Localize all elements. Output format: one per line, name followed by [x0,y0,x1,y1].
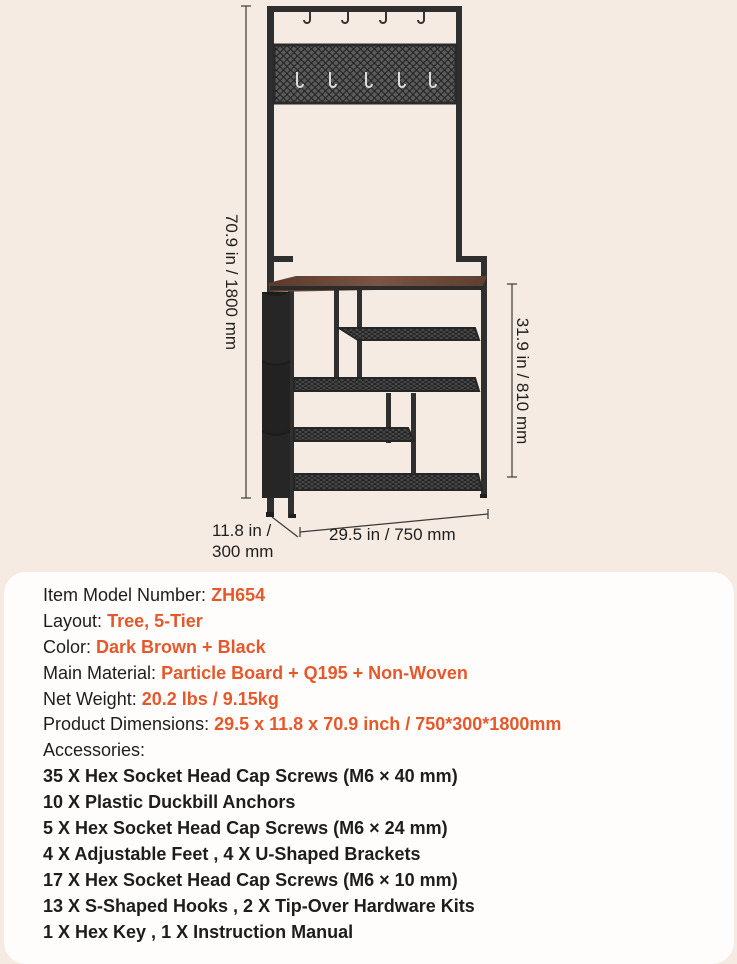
spec-product-dimensions [43,712,561,738]
top-hooks [304,12,424,23]
spec-material [43,661,561,687]
spec-value: Particle Board + Q195 + Non-Woven [161,662,468,683]
spec-label: Layout: [43,610,103,631]
depth-line-2: 300 mm [212,542,274,561]
spec-label: Net Weight: [43,688,137,709]
accessory-item: 5 X Hex Socket Head Cap Screws (M6 × 24 mm) [43,818,448,839]
spec-label: Main Material: [43,662,157,683]
side-bag [262,292,290,498]
spec-layout [43,609,561,635]
depth-dimension-label [212,520,273,562]
shelf-height-dimension-label: 31.9 in / 810 mm [513,317,532,445]
accessory-item: 13 X S-Shaped Hooks , 2 X Tip-Over Hardware Kits [43,895,475,916]
accessory-item: 17 X Hex Socket Head Cap Screws (M6 × 10 mm) [43,869,458,890]
spec-label: Item Model Number: [43,585,207,605]
spec-value: ZH654 [211,585,266,605]
depth-line-1: 11.8 in / [212,521,272,540]
spec-model [43,583,561,609]
accessory-item: 35 X Hex Socket Head Cap Screws (M6 × 40 mm) [43,766,458,787]
spec-value: Dark Brown + Black [96,636,266,657]
height-dimension-label: 70.9 in / 1800 mm [222,213,241,351]
accessories-heading: Accessories: [43,740,146,761]
spec-value: 20.2 lbs / 9.15kg [141,688,279,709]
spec-value: Tree, 5-Tier [107,610,203,631]
spec-list [43,583,561,945]
spec-value: 29.5 x 11.8 x 70.9 inch / 750*300*1800mm [214,714,562,735]
spec-label: Product Dimensions: [43,714,210,735]
accessory-item: 4 X Adjustable Feet , 4 X U-Shaped Brackets [43,843,421,864]
feet [266,494,487,518]
spec-label: Color: [43,636,92,657]
width-dimension-label: 29.5 in / 750 mm [329,525,456,544]
spec-weight [43,687,561,713]
accessory-item: 1 X Hex Key , 1 X Instruction Manual [43,921,354,942]
spec-color [43,635,561,661]
accessory-item: 10 X Plastic Duckbill Anchors [43,792,296,813]
